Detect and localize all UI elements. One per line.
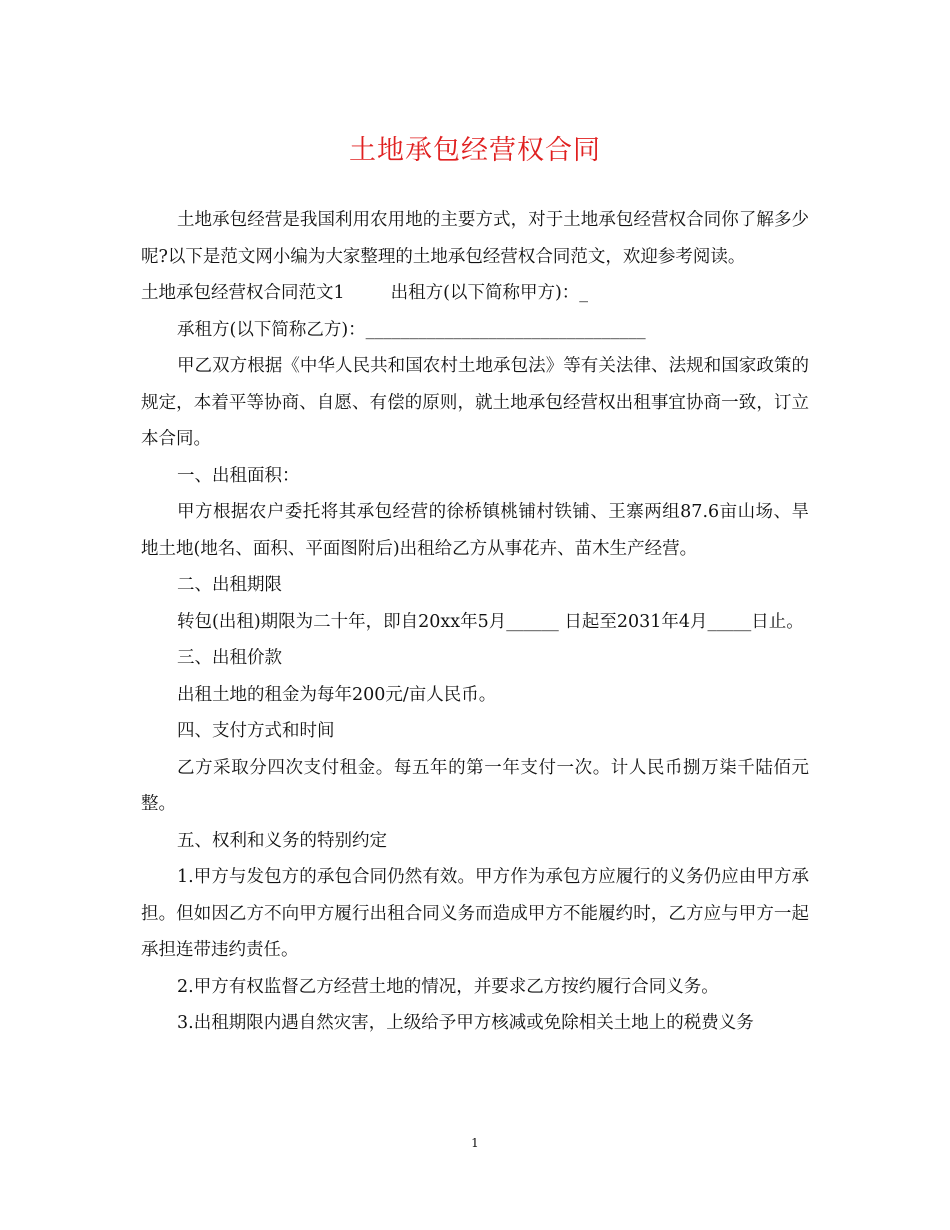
page-number: 1	[471, 1136, 479, 1150]
section-heading: 五、权利和义务的特别约定	[177, 830, 387, 851]
lessee-line: 承租方(以下简称乙方)：________________________________	[177, 319, 646, 340]
section-heading: 二、出租期限	[177, 575, 282, 595]
intro-paragraph: 土地承包经营是我国利用农用地的主要方式，对于土地承包经营权合同你了解多少呢?以下是范文网小编为大家整理的土地承包经营权合同范文，欢迎参考阅读。	[141, 210, 809, 267]
section-heading: 一、出租面积：	[177, 465, 300, 486]
rights-item-1: 1.甲方与发包方的承包合同仍然有效。甲方作为承包方应履行的义务仍应由甲方承担。但如因乙方不向甲方履行出租合同义务而造成甲方不能履约时，乙方应与甲方一起承担连带违约责任。	[141, 867, 809, 960]
document-title: 土地承包经营权合同	[349, 135, 601, 166]
contract-heading-line	[141, 275, 809, 312]
term-paragraph: 转包(出租)期限为二十年，即自20xx年5月______ 日起至2031年4月_____日止。	[177, 611, 804, 632]
rights-item-3: 3.出租期限内遇自然灾害，上级给予甲方核减或免除相关土地上的税费义务	[177, 1013, 754, 1033]
payment-paragraph: 乙方采取分四次支付租金。每五年的第一年支付一次。计人民币捌万柒千陆佰元整。	[141, 757, 809, 814]
sample-label: 土地承包经营权合同范文1	[141, 283, 345, 303]
lessor-label: 出租方(以下简称甲方)：_	[390, 283, 589, 303]
section-heading: 三、出租价款	[177, 648, 282, 668]
rights-item-2: 2.甲方有权监督乙方经营土地的情况，并要求乙方按约履行合同义务。	[177, 976, 719, 997]
section-heading: 四、支付方式和时间	[177, 721, 335, 741]
price-paragraph: 出租土地的租金为每年200元/亩人民币。	[177, 684, 497, 705]
basis-paragraph: 甲乙双方根据《中华人民共和国农村土地承包法》等有关法律、法规和国家政策的规定，本着平等协商、自愿、有偿的原则，就土地承包经营权出租事宜协商一致，订立本合同。	[141, 356, 809, 449]
document-body	[141, 202, 809, 1042]
area-paragraph: 甲方根据农户委托将其承包经营的徐桥镇桃铺村铁铺、王寨两组87.6亩山场、旱地土地(地名、面积、平面图附后)出租给乙方从事花卉、苗木生产经营。	[141, 502, 809, 559]
